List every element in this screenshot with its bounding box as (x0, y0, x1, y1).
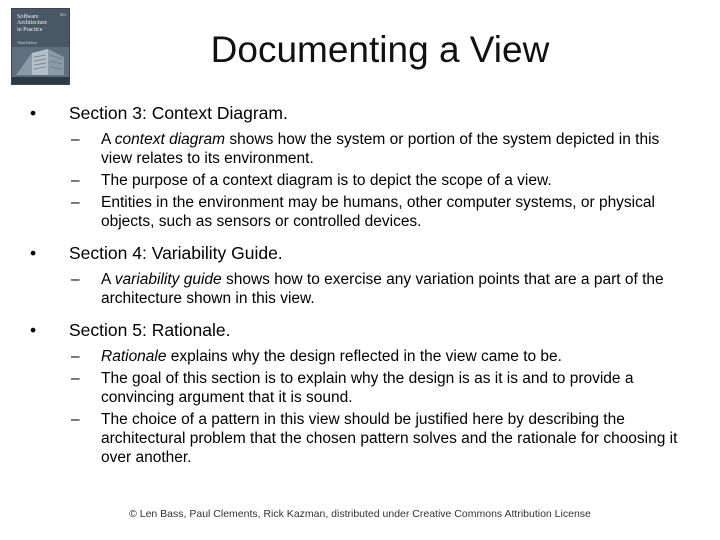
book-cover-image (12, 9, 69, 84)
section-spacer (30, 234, 690, 243)
section-heading-text: Section 5: Rationale. (69, 320, 231, 340)
cover-building-art (12, 47, 69, 77)
item-text: A (101, 131, 115, 148)
item-text-rest: shows how the system or portion of the system depicted in this view relates to its environment. (101, 131, 660, 167)
item-text: The goal of this section is to explain why the design is as it is and to provide a convincing argument that it is sound. (101, 370, 634, 406)
section-variability-guide (30, 243, 690, 308)
list-item (30, 347, 690, 366)
cover-author-band (12, 77, 69, 84)
item-text-rest: explains why the design reflected in the view came to be. (166, 348, 562, 365)
item-emphasis: variability guide (114, 271, 222, 288)
dash-glyph: – (71, 271, 80, 288)
item-text: Entities in the environment may be humans, other computer systems, or physical objects, such as sensors or controlled devices. (101, 194, 655, 230)
dash-glyph: – (71, 172, 80, 189)
cover-edition: Third Edition (17, 41, 37, 45)
section-spacer (30, 311, 690, 320)
section-rationale (30, 320, 690, 467)
list-item (30, 410, 690, 467)
list-item (30, 369, 690, 407)
list-item (30, 171, 690, 190)
dash-glyph: – (71, 194, 80, 211)
bullet-glyph: • (30, 243, 37, 263)
item-text: The purpose of a context diagram is to depict the scope of a view. (101, 172, 552, 189)
item-emphasis: context diagram (114, 131, 226, 148)
section-heading (30, 243, 690, 264)
dash-glyph: – (71, 411, 80, 428)
item-text-rest: shows how to exercise any variation points that are a part of the architecture shown in this view. (101, 271, 664, 307)
dash-glyph: – (71, 131, 80, 148)
item-text: A (101, 271, 115, 288)
dash-glyph: – (71, 348, 80, 365)
cover-title-line: Software (17, 14, 39, 20)
section-heading-text: Section 3: Context Diagram. (69, 103, 288, 123)
copyright-footer: © Len Bass, Paul Clements, Rick Kazman, distributed under Creative Commons Attribution License (129, 508, 591, 520)
cover-publisher-mark: SEI (59, 12, 66, 17)
item-text: The choice of a pattern in this view should be justified here by describing the architectural problem that the chosen pattern solves and the rationale for choosing it over another. (101, 411, 678, 466)
list-item (30, 193, 690, 231)
dash-glyph: – (71, 370, 80, 387)
section-context-diagram (30, 103, 690, 231)
section-heading (30, 103, 690, 124)
section-heading-text: Section 4: Variability Guide. (69, 243, 283, 263)
section-heading (30, 320, 690, 341)
bullet-glyph: • (30, 320, 37, 340)
cover-title-line: Architecture (17, 20, 47, 27)
cover-title (17, 14, 65, 33)
slide-body (30, 103, 690, 470)
bullet-glyph: • (30, 103, 37, 123)
slide-title: Documenting a View (210, 29, 550, 70)
cover-title-line: in Practice (17, 26, 43, 33)
item-emphasis: Rationale (101, 348, 167, 365)
list-item (30, 270, 690, 308)
list-item (30, 130, 690, 168)
